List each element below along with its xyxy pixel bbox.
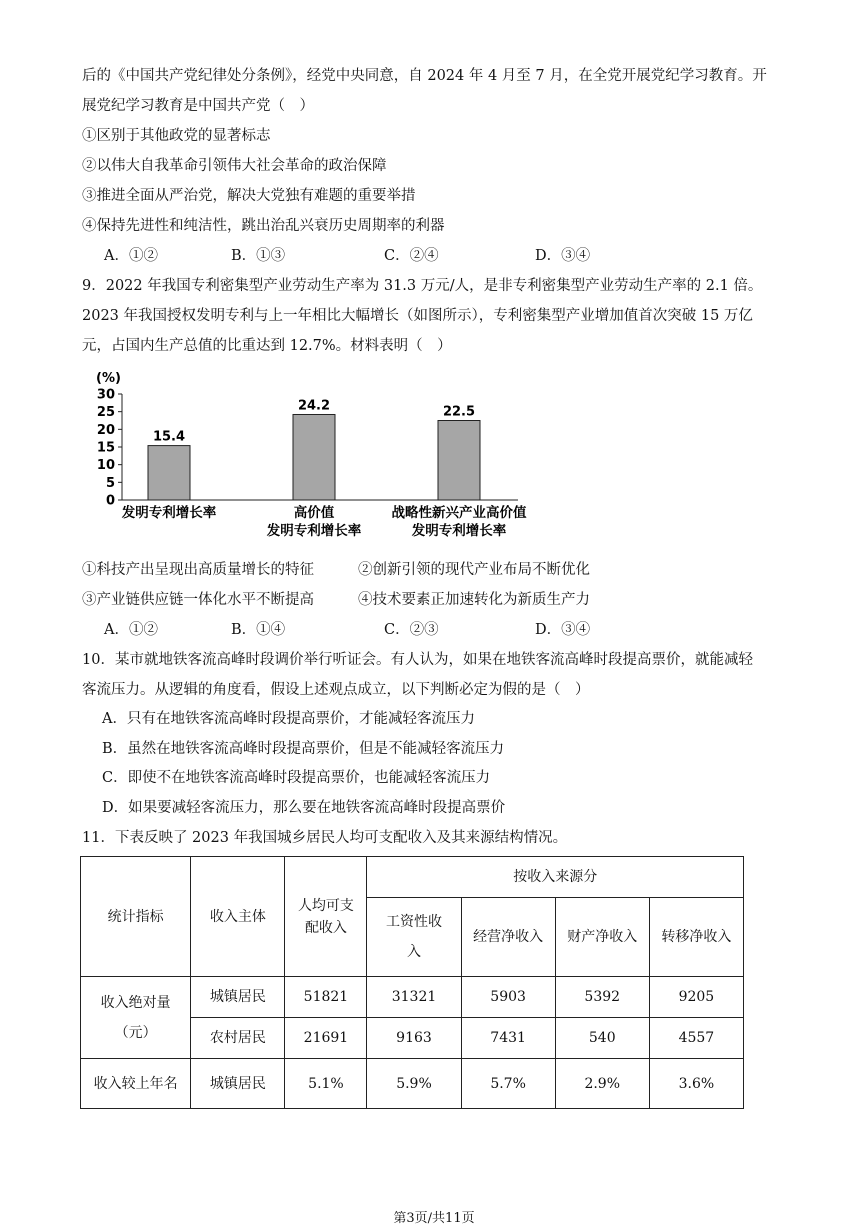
- header-disposable-line-1: 人均可支: [297, 897, 354, 914]
- table-cell: 9205: [649, 977, 743, 1018]
- table-cell: 21691: [285, 1018, 367, 1059]
- table-cell: 540: [555, 1018, 649, 1059]
- y-tick-label: 0: [105, 493, 115, 509]
- q8-stem-line-2: 展党纪学习教育是中国共产党（ ）: [82, 98, 314, 114]
- abs-income-label-line-2: （元）: [114, 1024, 157, 1041]
- table-cell: 51821: [285, 977, 367, 1018]
- q9-statement-1: ①科技产出呈现出高质量增长的特征: [82, 562, 314, 578]
- table-cell: 9163: [367, 1018, 461, 1059]
- income-table: [80, 856, 744, 1109]
- q8-stem-line-1: 后的《中国共产党纪律处分条例》，经党中央同意，自 2024 年 4 月至 7 月，在全党开展党纪学习教育。开: [82, 68, 767, 84]
- bar-value-label: 22.5: [442, 404, 476, 420]
- y-tick-label: 20: [96, 422, 115, 438]
- growth-label: 收入较上年名: [81, 1059, 191, 1109]
- y-tick-label: 25: [96, 405, 115, 421]
- y-axis-label: (%): [96, 371, 121, 386]
- q9-statement-4: ④技术要素正加速转化为新质生产力: [358, 592, 590, 608]
- q8-option-a[interactable]: A．①②: [104, 248, 158, 264]
- table-cell: 2.9%: [555, 1059, 649, 1109]
- header-wage-line-2: 入: [407, 944, 421, 960]
- growth-subject: 城镇居民: [191, 1059, 285, 1109]
- q10-option-a[interactable]: A．只有在地铁客流高峰时段提高票价，才能减轻客流压力: [102, 711, 475, 727]
- bar-value-label: 15.4: [152, 429, 186, 445]
- header-wage: [367, 898, 461, 977]
- header-indicator: 统计指标: [81, 857, 191, 977]
- q10-stem-line-1: 10．某市就地铁客流高峰时段调价举行听证会。有人认为，如果在地铁客流高峰时段提高票价，就能减轻: [82, 652, 753, 668]
- bar: [438, 421, 480, 501]
- q9-option-b[interactable]: B．①④: [231, 622, 286, 638]
- header-transfer: 转移净收入: [649, 898, 743, 977]
- bar: [148, 446, 190, 500]
- q8-statement-4: ④保持先进性和纯洁性，跳出治乱兴衰历史周期率的利器: [82, 218, 445, 234]
- y-tick-label: 30: [96, 387, 115, 403]
- q8-statement-3: ③推进全面从严治党，解决大党独有难题的重要举措: [82, 188, 416, 204]
- q8-option-b[interactable]: B．①③: [231, 248, 286, 264]
- category-label: 发明专利增长率: [266, 523, 362, 539]
- table-cell: 5.7%: [461, 1059, 555, 1109]
- table-cell: 5903: [461, 977, 555, 1018]
- q10-stem-line-2: 客流压力。从逻辑的角度看，假设上述观点成立，以下判断必定为假的是（ ）: [82, 682, 590, 698]
- q10-option-b[interactable]: B．虽然在地铁客流高峰时段提高票价，但是不能减轻客流压力: [102, 741, 505, 757]
- table-cell: 31321: [367, 977, 461, 1018]
- table-cell: 3.6%: [649, 1059, 743, 1109]
- q9-stem-line-1: 9．2022 年我国专利密集型产业劳动生产率为 31.3 万元/人，是非专利密集型产业劳动生产率的 2.1 倍。: [82, 278, 763, 294]
- header-by-source: 按收入来源分: [367, 857, 744, 898]
- rural-subject: 农村居民: [191, 1018, 285, 1059]
- q9-statement-2: ②创新引领的现代产业布局不断优化: [358, 562, 590, 578]
- q8-statement-2: ②以伟大自我革命引领伟大社会革命的政治保障: [82, 158, 387, 174]
- q10-option-d[interactable]: D．如果要减轻客流压力，那么要在地铁客流高峰时段提高票价: [102, 800, 506, 816]
- q9-stem-line-2: 2023 年我国授权发明专利与上一年相比大幅增长（如图所示），专利密集型产业增加值首次突破 15 万亿: [82, 308, 753, 324]
- y-tick-label: 5: [105, 475, 115, 491]
- table-cell: 5.9%: [367, 1059, 461, 1109]
- page-footer: 第3页/共11页: [393, 1211, 475, 1226]
- category-label: 发明专利增长率: [121, 505, 217, 521]
- header-subject: 收入主体: [191, 857, 285, 977]
- header-wage-line-1: 工资性收: [386, 914, 442, 930]
- q8-option-d[interactable]: D．③④: [535, 248, 591, 264]
- table-cell: 4557: [649, 1018, 743, 1059]
- bar: [293, 414, 335, 500]
- q11-stem-line-1: 11．下表反映了 2023 年我国城乡居民人均可支配收入及其来源结构情况。: [82, 830, 568, 846]
- y-tick-label: 10: [96, 458, 115, 474]
- urban-subject: 城镇居民: [191, 977, 285, 1018]
- category-label: 发明专利增长率: [411, 523, 507, 539]
- bar-value-label: 24.2: [297, 398, 331, 414]
- q8-option-c[interactable]: C．②④: [384, 248, 439, 264]
- header-property: 财产净收入: [555, 898, 649, 977]
- q9-option-a[interactable]: A．①②: [104, 622, 158, 638]
- q9-option-d[interactable]: D．③④: [535, 622, 591, 638]
- category-label: 战略性新兴产业高价值: [391, 505, 527, 521]
- table-cell: 5.1%: [285, 1059, 367, 1109]
- header-disposable-income: [285, 857, 367, 977]
- q9-option-c[interactable]: C．②③: [384, 622, 439, 638]
- patent-growth-bar-chart: [80, 368, 560, 548]
- table-cell: 7431: [461, 1018, 555, 1059]
- category-label: 高价值: [293, 505, 335, 521]
- q10-option-c[interactable]: C．即使不在地铁客流高峰时段提高票价，也能减轻客流压力: [102, 770, 491, 786]
- header-business: 经营净收入: [461, 898, 555, 977]
- table-cell: 5392: [555, 977, 649, 1018]
- header-disposable-line-2: 配收入: [304, 919, 347, 936]
- q9-statement-3: ③产业链供应链一体化水平不断提高: [82, 592, 314, 608]
- abs-income-label-line-1: 收入绝对量: [100, 994, 171, 1011]
- abs-income-label: [81, 977, 191, 1059]
- q9-stem-line-3: 元，占国内生产总值的比重达到 12.7%。材料表明（ ）: [82, 338, 452, 354]
- y-tick-label: 15: [96, 440, 115, 456]
- q8-statement-1: ①区别于其他政党的显著标志: [82, 128, 271, 144]
